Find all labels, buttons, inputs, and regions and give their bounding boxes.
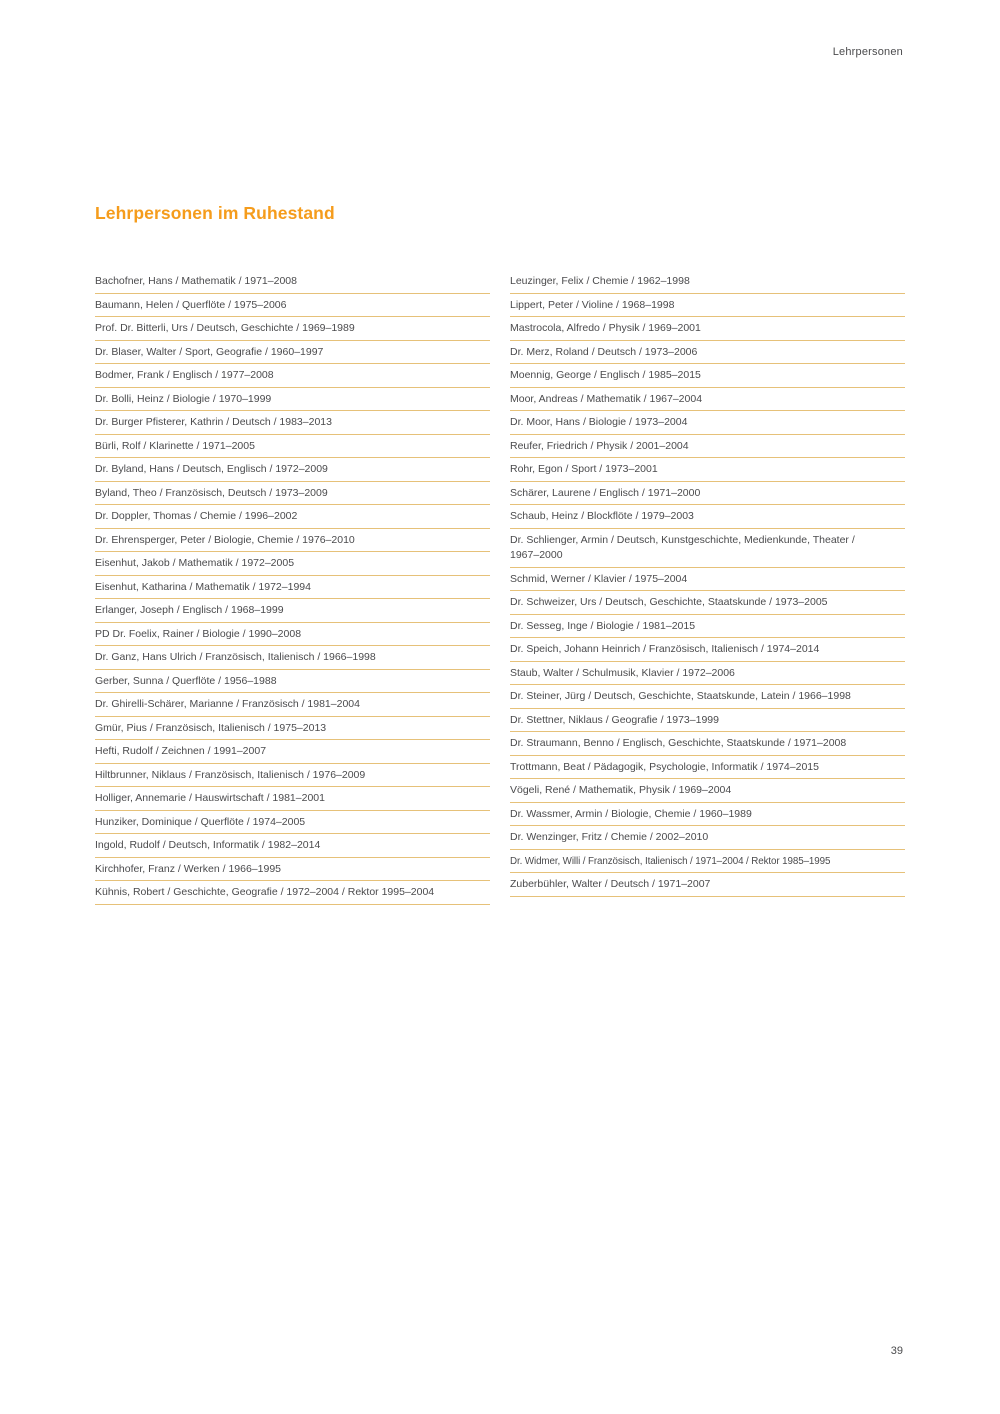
list-item: Dr. Stettner, Niklaus / Geografie / 1973–1999 [510,709,905,733]
list-item: Dr. Wassmer, Armin / Biologie, Chemie / 1960–1989 [510,803,905,827]
list-item: Baumann, Helen / Querflöte / 1975–2006 [95,294,490,318]
list-item: Moor, Andreas / Mathematik / 1967–2004 [510,388,905,412]
list-item: Hiltbrunner, Niklaus / Französisch, Italienisch / 1976–2009 [95,764,490,788]
list-item: Ingold, Rudolf / Deutsch, Informatik / 1982–2014 [95,834,490,858]
list-item: Kirchhofer, Franz / Werken / 1966–1995 [95,858,490,882]
list-item: Dr. Byland, Hans / Deutsch, Englisch / 1972–2009 [95,458,490,482]
page-number: 39 [890,1345,903,1357]
list-item: Dr. Blaser, Walter / Sport, Geografie / 1960–1997 [95,341,490,365]
list-item: Dr. Sesseg, Inge / Biologie / 1981–2015 [510,615,905,639]
list-item: Dr. Schweizer, Urs / Deutsch, Geschichte, Staatskunde / 1973–2005 [510,591,905,615]
list-item: Eisenhut, Jakob / Mathematik / 1972–2005 [95,552,490,576]
list-item: Gmür, Pius / Französisch, Italienisch / 1975–2013 [95,717,490,741]
list-item: Hunziker, Dominique / Querflöte / 1974–2005 [95,811,490,835]
list-item: Dr. Ghirelli-Schärer, Marianne / Französisch / 1981–2004 [95,693,490,717]
list-item: Dr. Burger Pfisterer, Kathrin / Deutsch / 1983–2013 [95,411,490,435]
list-item: Lippert, Peter / Violine / 1968–1998 [510,294,905,318]
list-item: Staub, Walter / Schulmusik, Klavier / 1972–2006 [510,662,905,686]
list-item: Dr. Wenzinger, Fritz / Chemie / 2002–2010 [510,826,905,850]
list-item: Reufer, Friedrich / Physik / 2001–2004 [510,435,905,459]
list-item: Erlanger, Joseph / Englisch / 1968–1999 [95,599,490,623]
list-item: Vögeli, René / Mathematik, Physik / 1969–2004 [510,779,905,803]
list-item: Dr. Steiner, Jürg / Deutsch, Geschichte, Staatskunde, Latein / 1966–1998 [510,685,905,709]
list-item: Dr. Ehrensperger, Peter / Biologie, Chemie / 1976–2010 [95,529,490,553]
list-item: Dr. Ganz, Hans Ulrich / Französisch, Italienisch / 1966–1998 [95,646,490,670]
list-item: Schaub, Heinz / Blockflöte / 1979–2003 [510,505,905,529]
list-item: Schärer, Laurene / Englisch / 1971–2000 [510,482,905,506]
list-item: Zuberbühler, Walter / Deutsch / 1971–2007 [510,873,905,897]
list-item: Eisenhut, Katharina / Mathematik / 1972–1994 [95,576,490,600]
running-header: Lehrpersonen [832,46,903,58]
list-item: Bachofner, Hans / Mathematik / 1971–2008 [95,270,490,294]
list-item: Dr. Widmer, Willi / Französisch, Italienisch / 1971–2004 / Rektor 1985–1995 [510,850,905,874]
list-item: Dr. Merz, Roland / Deutsch / 1973–2006 [510,341,905,365]
list-item: Prof. Dr. Bitterli, Urs / Deutsch, Geschichte / 1969–1989 [95,317,490,341]
list-item: Byland, Theo / Französisch, Deutsch / 1973–2009 [95,482,490,506]
list-item: Kühnis, Robert / Geschichte, Geografie / 1972–2004 / Rektor 1995–2004 [95,881,490,905]
list-item: Mastrocola, Alfredo / Physik / 1969–2001 [510,317,905,341]
list-item: Hefti, Rudolf / Zeichnen / 1991–2007 [95,740,490,764]
list-item: Rohr, Egon / Sport / 1973–2001 [510,458,905,482]
list-item: Dr. Schlienger, Armin / Deutsch, Kunstgeschichte, Medienkunde, Theater / 1967–2000 [510,529,905,568]
list-item: Bodmer, Frank / Englisch / 1977–2008 [95,364,490,388]
column-left [95,270,490,905]
retired-teachers-list [95,270,905,905]
list-item: Schmid, Werner / Klavier / 1975–2004 [510,568,905,592]
list-item: Moennig, George / Englisch / 1985–2015 [510,364,905,388]
list-item: Bürli, Rolf / Klarinette / 1971–2005 [95,435,490,459]
list-item: Dr. Speich, Johann Heinrich / Französisch, Italienisch / 1974–2014 [510,638,905,662]
list-item: Dr. Moor, Hans / Biologie / 1973–2004 [510,411,905,435]
list-item: Dr. Straumann, Benno / Englisch, Geschichte, Staatskunde / 1971–2008 [510,732,905,756]
list-item: Dr. Bolli, Heinz / Biologie / 1970–1999 [95,388,490,412]
list-item: Leuzinger, Felix / Chemie / 1962–1998 [510,270,905,294]
page-title: Lehrpersonen im Ruhestand [95,202,335,223]
list-item: Dr. Doppler, Thomas / Chemie / 1996–2002 [95,505,490,529]
list-item: Holliger, Annemarie / Hauswirtschaft / 1981–2001 [95,787,490,811]
list-item: Gerber, Sunna / Querflöte / 1956–1988 [95,670,490,694]
column-right [510,270,905,905]
list-item: Trottmann, Beat / Pädagogik, Psychologie, Informatik / 1974–2015 [510,756,905,780]
list-item: PD Dr. Foelix, Rainer / Biologie / 1990–2008 [95,623,490,647]
